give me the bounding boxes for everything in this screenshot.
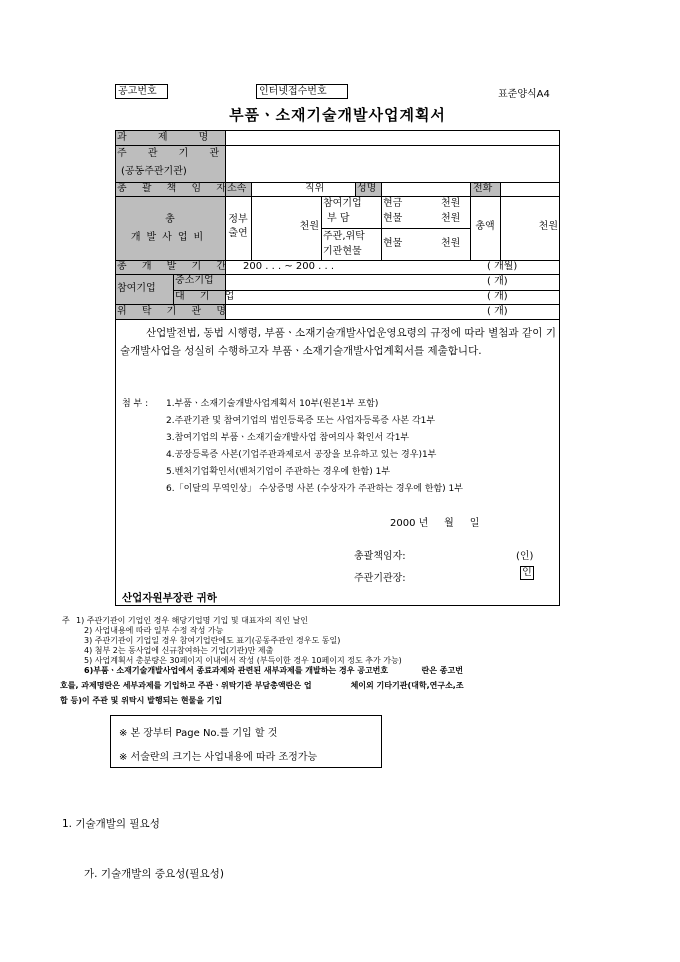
section-1a-heading: 가. 기술개발의 중요성(필요성) bbox=[84, 868, 224, 880]
attachment-item: 3.참여기업의 부품ㆍ소재기술개발사업 참여의사 확인서 각1부 bbox=[166, 433, 410, 443]
host-org-label: 주 관 기 관 bbox=[117, 148, 229, 159]
name-label: 성명 bbox=[357, 183, 377, 194]
host-head-label: 주관기관장: bbox=[354, 573, 406, 584]
host-consign-label-2: 기관현물 bbox=[323, 246, 362, 257]
form-standard-label: 표준양식A4 bbox=[498, 89, 550, 100]
declaration-box bbox=[115, 320, 560, 606]
section-1-heading: 1. 기술개발의 필요성 bbox=[62, 818, 160, 830]
total-amount-unit: 천원 bbox=[538, 221, 558, 232]
note-item-6-line2: 호를, 과제명란은 세부과제를 기입하고 주관ㆍ위탁기관 부담총액란은 업 체이외 기타기관(대학,연구소,조 bbox=[60, 681, 464, 690]
attachment-item: 2.주관기관 및 참여기업의 법인등록증 또는 사업자등록증 사본 각1부 bbox=[166, 416, 436, 426]
note-item: 4) 첨부 2는 동사업에 신규참여하는 기업(기관)만 제출 bbox=[84, 646, 274, 655]
date-line[interactable]: 2000 년 월 일 bbox=[390, 518, 480, 529]
consign-org-label: 위 탁 기 관 명 bbox=[117, 306, 233, 317]
participant-burden-label-2: 부 담 bbox=[327, 213, 350, 224]
note-item: 3) 주관기관이 기업일 경우 참여기업란에도 표기(공동주관인 경우도 동일) bbox=[84, 636, 341, 645]
notice-number-field[interactable] bbox=[168, 84, 253, 99]
gov-unit: 천원 bbox=[299, 221, 319, 232]
period-label: 총 개 발 기 간 bbox=[117, 261, 233, 272]
gov-label-1: 정부 bbox=[228, 214, 248, 225]
note-item-6-line3: 합 등)이 주관 및 위탁시 발행되는 현물을 기입 bbox=[60, 696, 223, 705]
attachment-item: 4.공장등록증 사본(기업주관과제로서 공장을 보유하고 있는 경우)1부 bbox=[166, 450, 437, 460]
notice-number-box bbox=[115, 84, 168, 99]
participant-cash-label: 현금 bbox=[383, 198, 403, 209]
participant-goods-unit: 천원 bbox=[441, 213, 461, 224]
total-amount-label: 총액 bbox=[475, 221, 495, 232]
attachment-item: 1.부품ㆍ소재기술개발사업계획서 10부(원본1부 포함) bbox=[166, 399, 379, 409]
total-cost-label-1: 총 bbox=[165, 214, 175, 225]
notes-prefix: 주 bbox=[62, 616, 70, 625]
host-goods-label: 현물 bbox=[383, 238, 403, 249]
position-label: 직위 bbox=[305, 183, 325, 194]
host-goods-unit: 천원 bbox=[441, 238, 461, 249]
sme-count[interactable]: ( 개) bbox=[487, 276, 508, 287]
attachment-item: 5.벤처기업확인서(벤처기업이 주관하는 경우에 한함) 1부 bbox=[166, 467, 391, 477]
note-item-6-line1: 6)부품ㆍ소재기술개발사업에서 종료과제와 관련된 새부과제를 개발하는 경우 공고번호 란은 종고번 bbox=[84, 666, 463, 675]
host-head-seal-label: 인 bbox=[522, 567, 532, 578]
instruction-line-1: ※ 본 장부터 Page No.를 기입 할 것 bbox=[119, 728, 278, 739]
large-count[interactable]: ( 개) bbox=[487, 291, 508, 302]
pi-label: 총 괄 책 임 자 bbox=[117, 183, 233, 194]
host-head-seal-box[interactable] bbox=[520, 566, 534, 580]
consign-count[interactable]: ( 개) bbox=[487, 306, 508, 317]
internet-receipt-box bbox=[256, 84, 348, 99]
period-months[interactable]: ( 개월) bbox=[487, 261, 518, 272]
instruction-box bbox=[110, 715, 382, 768]
participant-goods-label: 현물 bbox=[383, 213, 403, 224]
declaration-paragraph: 산업발전법, 동법 시행령, 부품ㆍ소재기술개발사업운영요령의 규정에 따라 별첨과 같이 기술개발사업을 성실히 수행하고자 부품ㆍ소재기술개발사업계획서를 제출합니다. bbox=[120, 327, 556, 357]
total-cost-label-2: 개발사업비 bbox=[130, 232, 210, 243]
internet-receipt-field[interactable] bbox=[348, 84, 438, 99]
affiliation-label: 소속 bbox=[227, 183, 247, 194]
host-org-sublabel: (공동주관기관) bbox=[121, 166, 187, 177]
participant-cash-unit: 천원 bbox=[441, 198, 461, 209]
sme-label: 중소기업 bbox=[175, 275, 214, 286]
phone-label: 전화 bbox=[473, 183, 493, 194]
document-title: 부품ㆍ소재기술개발사업계획서 bbox=[229, 106, 446, 124]
internet-receipt-label: 인터넷접수번호 bbox=[259, 86, 327, 97]
instruction-line-2: ※ 서술란의 크기는 사업내용에 따라 조정가능 bbox=[119, 752, 318, 763]
application-form-table bbox=[115, 130, 560, 320]
recipient: 산업자원부장관 귀하 bbox=[122, 592, 217, 604]
gov-label-2: 출연 bbox=[228, 228, 248, 239]
pi-seal[interactable]: (인) bbox=[516, 551, 534, 562]
host-consign-label-1: 주관,위탁 bbox=[323, 231, 365, 242]
note-item: 2) 사업내용에 따라 일부 수정 작성 가능 bbox=[84, 626, 224, 635]
participant-label: 참여기업 bbox=[117, 283, 156, 294]
large-label: 대 기 업 bbox=[175, 291, 241, 302]
note-item: 1) 주관기관이 기업인 경우 해당기업명 기입 및 대표자의 직인 날인 bbox=[76, 616, 309, 625]
attachment-item: 6.「이달의 무역인상」 수상증명 사본 (수상자가 주관하는 경우에 한함) 1부 bbox=[166, 484, 463, 494]
period-value[interactable]: 200 . . . ~ 200 . . . bbox=[243, 261, 335, 272]
attachments-prefix: 첨 부 : bbox=[122, 399, 149, 409]
host-org-field[interactable] bbox=[227, 146, 558, 181]
subject-label: 과 제 명 bbox=[117, 132, 223, 143]
subject-field[interactable] bbox=[227, 131, 558, 144]
pi-sign-label: 총괄책임자: bbox=[354, 551, 406, 562]
note-item: 5) 사업계획서 총분량은 30페이지 이내에서 작성 (부득이한 경우 10페이지 정도 추가 가능) bbox=[84, 656, 402, 665]
notice-number-label: 공고번호 bbox=[118, 86, 157, 97]
participant-burden-label-1: 참여기업 bbox=[323, 198, 362, 209]
